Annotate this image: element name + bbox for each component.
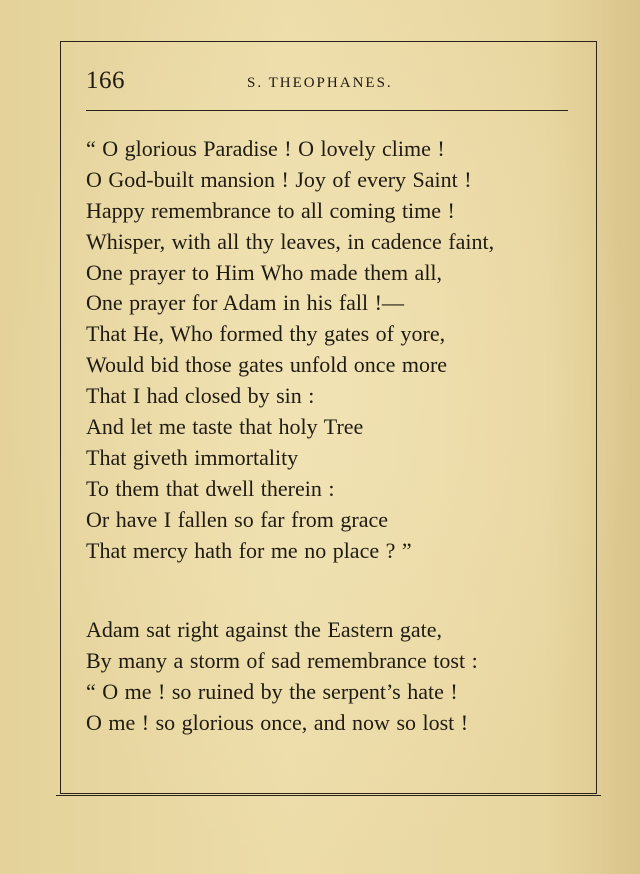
stanza-1	[86, 134, 494, 566]
page-bottom-rule	[56, 795, 601, 796]
verse-line: “ O glorious Paradise ! O lovely clime !	[86, 136, 445, 161]
verse-line: And let me taste that holy Tree	[86, 414, 364, 440]
verse-line: That mercy hath for me no place ? ”	[86, 537, 412, 563]
verse-line: Happy remembrance to all coming time !	[86, 197, 455, 223]
verse-line: O me ! so glorious once, and now so lost !	[86, 709, 469, 735]
header-rule	[86, 110, 568, 111]
verse-line: Or have I fallen so far from grace	[86, 506, 389, 532]
verse-line: Adam sat right against the Eastern gate,	[86, 617, 443, 642]
verse-line: Whisper, with all thy leaves, in cadence faint,	[86, 228, 495, 254]
verse-line: Would bid those gates unfold once more	[86, 352, 448, 378]
verse-line: That I had closed by sin :	[86, 383, 315, 409]
verse-line: To them that dwell therein :	[86, 475, 335, 501]
stanza-2	[86, 615, 478, 739]
verse-line: One prayer for Adam in his fall !—	[86, 290, 404, 316]
verse-line: One prayer to Him Who made them all,	[86, 259, 443, 285]
verse-line: “ O me ! so ruined by the serpent’s hate !	[86, 678, 458, 704]
verse-line: That He, Who formed thy gates of yore,	[86, 321, 446, 347]
running-title: S. THEOPHANES.	[247, 75, 393, 91]
verse-line: O God-built mansion ! Joy of every Saint !	[86, 166, 472, 192]
verse-line: By many a storm of sad remembrance tost :	[86, 647, 478, 673]
page-number: 166	[86, 67, 125, 94]
verse-line: That giveth immortality	[86, 444, 299, 470]
